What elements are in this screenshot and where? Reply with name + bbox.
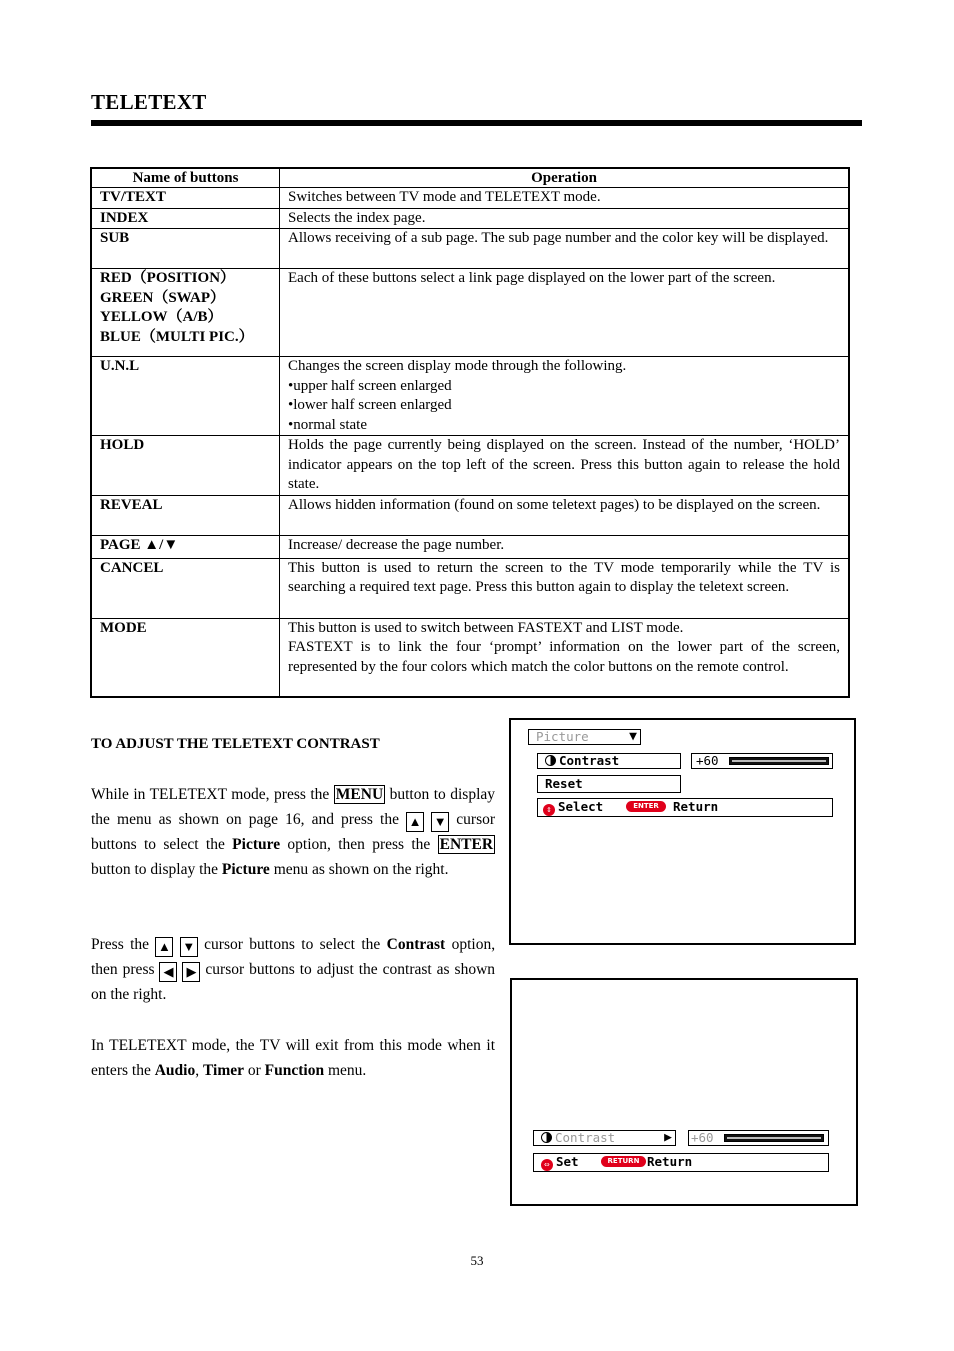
p3-end: menu. [327,1062,367,1079]
button-name: U.N.L [100,358,140,374]
mode-bullet: • normal state [288,416,840,436]
contrast-item-label-wrap [545,753,619,769]
p1-text-b: button to display the menu as shown on page 16, and press the [91,786,496,828]
reset-label: Reset [545,776,583,791]
paragraph-2 [91,932,495,1007]
contrast-adjust-item[interactable] [533,1130,676,1146]
operation-text: Selects the index page. [288,209,426,226]
down-arrow-icon: ▼ [431,812,449,832]
enter-key: ENTER [439,836,494,853]
p3-audio: Audio [154,1062,196,1079]
p2-text-a: Press the [91,936,150,953]
button-name: MODE [100,619,147,636]
button-name: YELLOW（A/B） [100,309,223,325]
operation-text: Allows receiving of a sub page. The sub page number and the color key will be displayed. [288,230,829,246]
operation-text: Allows hidden information (found on some teletext pages) to be displayed on the screen. [288,496,821,513]
operation-cell [280,618,850,697]
operation-text: Increase/ decrease the page number. [288,536,505,553]
button-name: GREEN（SWAP） [100,289,226,306]
osd-hint-bar-2 [533,1153,829,1172]
p1-text-c: cursor buttons to select the [91,811,496,853]
page-heading: TELETEXT [91,90,207,114]
header-name: Name of buttons [91,168,280,188]
paragraph-3 [91,1033,495,1083]
updown-button-icon: ⇕ [543,804,555,816]
table-row [91,535,849,558]
contrast-icon [541,1132,552,1143]
p3-sep: , [195,1062,200,1079]
operation-text: Switches between TV mode and TELETEXT mode. [288,189,601,205]
select-label: Select [558,799,604,814]
operation-text: Changes the screen display mode through the following. [288,358,627,374]
up-arrow-icon: ▲ [406,812,424,832]
table-row [91,558,849,618]
set-label: Set [556,1154,579,1169]
button-name-cell [91,558,280,618]
table-row [91,495,849,535]
right-arrow-icon: ▶ [182,962,200,982]
buttons-table [90,167,850,698]
reset-item[interactable] [537,775,681,793]
table-row [91,618,849,697]
menu-key: MENU [335,786,384,803]
button-name-cell [91,188,280,209]
operation-cell [280,188,850,209]
button-name: RED（POSITION） [100,270,236,286]
operation-text: This button is used to return the screen to the TV mode temporarily while the TV is searching a required text page. Press this button again to display the teletext screen. [288,559,840,595]
p3-text-a: In TELETEXT mode, the TV will exit from this mode when it enters the [91,1037,495,1079]
contrast-adjust-label: Contrast [555,1130,616,1145]
table-row [91,188,849,209]
p3-function: Function [264,1062,325,1079]
operation-text: Holds the page currently being displayed on the screen. Instead of the number, ‘HOLD’ indicator appears on the top left of the screen. Press this button again to release the hold state. [288,437,840,492]
operation-text: This button is used to switch between FASTEXT and LIST mode. [288,619,684,636]
contrast-adjust-bar [724,1134,824,1142]
mode-bullet: • upper half screen enlarged [288,377,840,397]
p1-text-f: menu as shown on the right. [273,861,449,878]
button-name-cell [91,357,280,436]
dropdown-arrow-icon: ▼ [629,729,637,744]
button-name: TV/TEXT [100,189,166,205]
operation-cell [280,229,850,269]
p2-contrast: Contrast [386,936,446,953]
button-name-cell [91,436,280,496]
picture-menu-panel [509,718,856,945]
contrast-item[interactable] [537,753,681,769]
table-header-row [91,168,849,188]
page-number: 53 [470,1253,484,1268]
button-name-cell [91,269,280,357]
p2-text-d: cursor buttons to adjust the contrast as shown on the right. [91,961,496,1003]
menu-title: Picture [536,729,589,744]
contrast-adjust-value: +60 [691,1130,714,1145]
osd-hint-bar [537,798,833,817]
up-arrow-icon: ▲ [155,937,173,957]
table-row [91,208,849,229]
p1-text-e: button to display the [91,861,219,878]
button-name: PAGE ▲/▼ [100,536,179,553]
button-name: INDEX [100,209,149,226]
leftright-button-icon: ⇔ [541,1159,553,1171]
button-name: REVEAL [100,496,163,513]
p1-text-a: While in TELETEXT mode, press the [91,786,330,803]
operation-cell [280,208,850,229]
operation-cell [280,558,850,618]
operation-cell [280,495,850,535]
header-operation: Operation [280,168,850,188]
left-arrow-icon: ◀ [159,962,177,982]
menu-title-box [528,729,641,745]
return-badge: RETURN [601,1156,646,1167]
table-row [91,229,849,269]
p1-picture-2: Picture [221,861,270,878]
operation-cell [280,269,850,357]
table-row [91,436,849,496]
down-arrow-icon: ▼ [180,937,198,957]
p3-timer: Timer [202,1062,244,1079]
contrast-adjust-wrap [541,1130,615,1146]
operation-cell [280,535,850,558]
operation-cell [280,436,850,496]
button-name: SUB [100,230,130,246]
contrast-icon [545,755,556,766]
contrast-value: +60 [696,753,719,768]
enter-badge: ENTER [626,801,666,812]
set-hint [541,1154,579,1171]
right-arrow-icon: ▶ [664,1130,672,1145]
button-name-cell [91,495,280,535]
button-name: HOLD [100,437,145,453]
contrast-adjust-panel [510,978,858,1206]
return-label: Return [673,799,719,814]
select-hint [543,799,603,816]
contrast-item-label: Contrast [559,753,620,768]
table-body [91,188,849,698]
button-name-cell [91,618,280,697]
button-name-cell [91,535,280,558]
p2-text-b: cursor buttons to select the [204,936,381,953]
return-label-2: Return [647,1154,693,1169]
contrast-value-box [691,753,833,769]
mode-bullet: • lower half screen enlarged [288,396,840,416]
heading-rule [91,120,862,126]
table-row [91,357,849,436]
p2-text-c: option, then press [91,936,496,978]
operation-text: FASTEXT is to link the four ‘prompt’ information on the lower part of the screen, represented by the four colors which match the color buttons on the remote control. [288,639,840,675]
button-name-cell [91,208,280,229]
p1-picture: Picture [232,836,281,853]
p3-or: or [247,1062,261,1079]
paragraph-1 [91,782,495,882]
button-name: BLUE（MULTI PIC.） [100,328,254,345]
button-name-cell [91,229,280,269]
table-row [91,269,849,357]
section-title: TO ADJUST THE TELETEXT CONTRAST [91,736,380,752]
contrast-adjust-value-box [688,1130,829,1146]
operation-cell [280,357,850,436]
operation-text: Each of these buttons select a link page displayed on the lower part of the screen. [288,270,776,286]
p1-text-d: option, then press the [287,836,431,853]
contrast-level-bar [729,757,829,765]
button-name: CANCEL [100,559,164,576]
